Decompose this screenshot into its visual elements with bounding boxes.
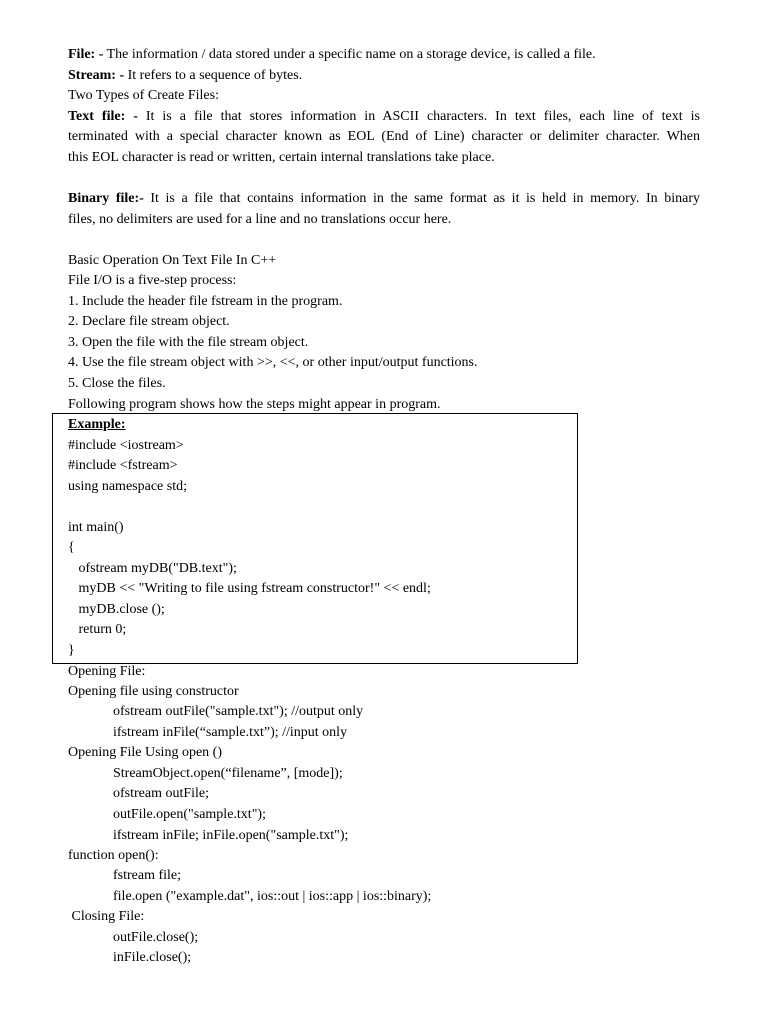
- file-definition: [68, 45, 596, 65]
- code-line-3: using namespace std;: [68, 479, 187, 494]
- two-types-heading: Two Types of Create Files:: [68, 88, 219, 103]
- function-line-2: file.open ("example.dat", ios::out | ios::app | ios::binary);: [113, 889, 432, 904]
- text-file-line-3: this EOL character is read or written, certain internal translations take place.: [68, 150, 495, 165]
- code-line-2: #include <fstream>: [68, 458, 178, 473]
- code-line-9: myDB.close ();: [68, 602, 165, 617]
- stream-term: Stream: -: [68, 68, 125, 83]
- closing-line-2: inFile.close();: [113, 950, 192, 965]
- step-1: 1. Include the header file fstream in the program.: [68, 294, 343, 309]
- constructor-line-2: ifstream inFile(“sample.txt”); //input only: [113, 725, 348, 740]
- function-line-1: fstream file;: [113, 868, 182, 883]
- code-line-11: }: [68, 643, 75, 658]
- open-line-3: outFile.open("sample.txt");: [113, 807, 266, 822]
- stream-desc: It refers to a sequence of bytes.: [124, 68, 303, 83]
- open-line-2: ofstream outFile;: [113, 786, 210, 801]
- text-file-desc-1: It is a file that stores information in ASCII characters. In text files, each line of text is: [137, 109, 700, 124]
- code-line-8: myDB << "Writing to file using fstream constructor!" << endl;: [68, 581, 431, 596]
- open-line-1: StreamObject.open(“filename”, [mode]);: [113, 766, 343, 781]
- open-line-4: ifstream inFile; inFile.open("sample.txt");: [113, 828, 349, 843]
- step-4: 4. Use the file stream object with >>, <<, or other input/output functions.: [68, 355, 478, 370]
- following-text: Following program shows how the steps might appear in program.: [68, 397, 441, 412]
- code-line-7: ofstream myDB("DB.text");: [68, 561, 237, 576]
- stream-definition: [68, 66, 302, 86]
- binary-file-desc-1: It is a file that contains information in the same format as it is held in memory. In binary: [143, 191, 700, 206]
- binary-file-term: Binary file:-: [68, 191, 144, 206]
- file-term: File: -: [68, 47, 104, 62]
- function-open-heading: function open():: [68, 848, 159, 863]
- constructor-heading: Opening file using constructor: [68, 684, 239, 699]
- closing-heading: Closing File:: [68, 909, 145, 924]
- binary-file-line-2: files, no delimiters are used for a line and no translations occur here.: [68, 212, 452, 227]
- binary-file-line-1: [68, 189, 700, 209]
- code-line-10: return 0;: [68, 622, 127, 637]
- constructor-line-1: ofstream outFile("sample.txt"); //output only: [113, 704, 364, 719]
- text-file-line-2: terminated with a special character known as EOL (End of Line) character or delimiter character. When: [68, 129, 700, 144]
- file-desc: The information / data stored under a specific name on a storage device, is called a file.: [103, 47, 596, 62]
- step-3: 3. Open the file with the file stream object.: [68, 335, 309, 350]
- opening-heading: Opening File:: [68, 664, 146, 679]
- example-label: Example:: [68, 417, 126, 432]
- code-line-1: #include <iostream>: [68, 438, 184, 453]
- basic-ops-intro: File I/O is a five-step process:: [68, 273, 237, 288]
- code-line-5: int main(): [68, 520, 124, 535]
- text-file-line-1: [68, 107, 700, 127]
- closing-line-1: outFile.close();: [113, 930, 199, 945]
- basic-ops-heading: Basic Operation On Text File In C++: [68, 253, 277, 268]
- code-line-6: {: [68, 540, 75, 555]
- step-5: 5. Close the files.: [68, 376, 166, 391]
- step-2: 2. Declare file stream object.: [68, 314, 230, 329]
- open-heading: Opening File Using open (): [68, 745, 222, 760]
- text-file-term: Text file: -: [68, 109, 138, 124]
